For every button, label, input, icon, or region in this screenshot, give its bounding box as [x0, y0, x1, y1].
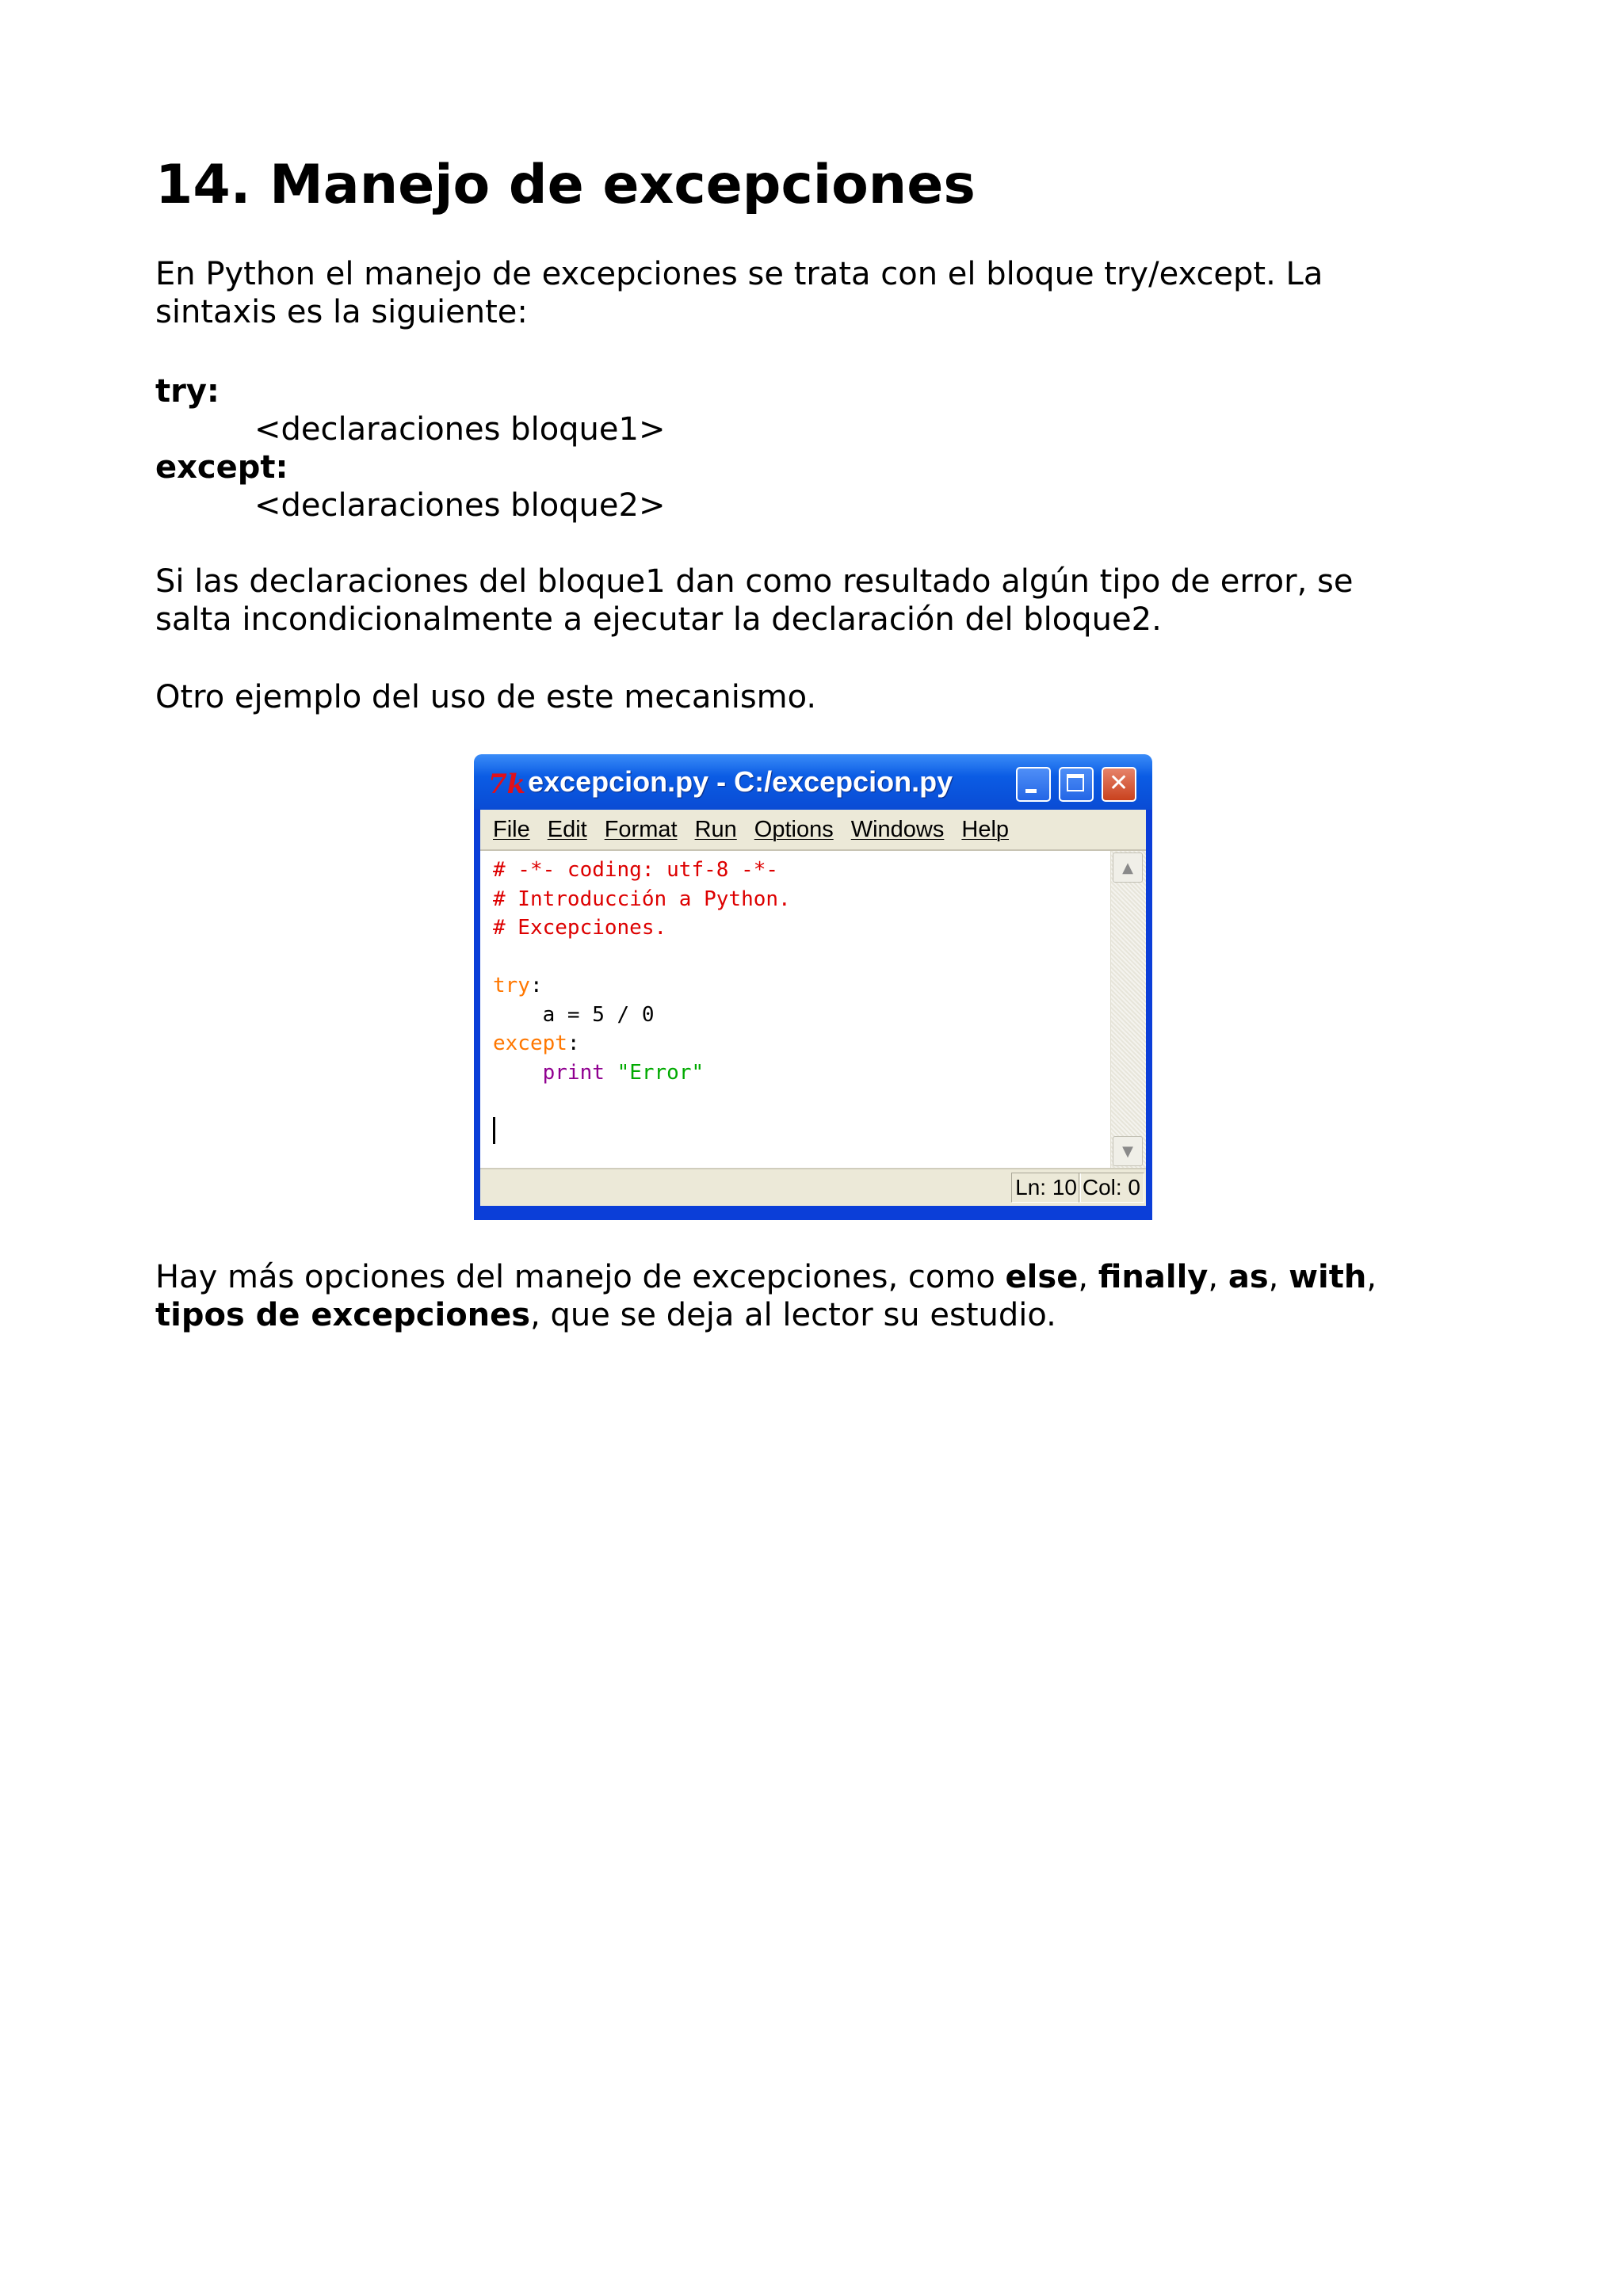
explanation-paragraph: [155, 563, 1353, 639]
menu-windows[interactable]: Windows: [850, 816, 945, 842]
closing-sep-2: ,: [1208, 1259, 1228, 1295]
code-except-colon: :: [567, 1032, 580, 1055]
closing-line-1: [155, 1258, 1377, 1296]
kw-finally: finally: [1098, 1259, 1209, 1295]
menu-edit[interactable]: Edit: [547, 816, 587, 842]
menu-format[interactable]: Format: [604, 816, 678, 842]
code-try-line: [493, 971, 1110, 1001]
syntax-try: try:: [155, 373, 220, 410]
scroll-down-arrow-icon[interactable]: ▼: [1113, 1136, 1143, 1166]
scroll-up-arrow-icon[interactable]: ▲: [1113, 852, 1143, 883]
syntax-block1: <declaraciones bloque1>: [254, 411, 666, 448]
code-except-kw: except: [493, 1032, 567, 1055]
maximize-button[interactable]: [1059, 767, 1094, 802]
text-cursor: [493, 1117, 495, 1144]
closing-line-2: [155, 1296, 1377, 1334]
syntax-block: [155, 372, 665, 524]
kw-tipos: tipos de excepciones: [155, 1297, 531, 1333]
menu-run[interactable]: Run: [694, 816, 737, 842]
syntax-except: except:: [155, 449, 288, 486]
code-print-kw: print: [542, 1060, 605, 1085]
code-comment-2: # Introducción a Python.: [493, 887, 791, 911]
code-blank-line-2: [493, 1087, 1110, 1116]
code-except-line: [493, 1029, 1110, 1058]
code-space: [605, 1061, 617, 1085]
kw-with: with: [1289, 1259, 1367, 1295]
window-title: excepcion.py - C:/excepcion.py: [528, 765, 953, 798]
idle-window-screenshot: [474, 754, 1152, 1220]
code-text[interactable]: [480, 851, 1110, 1168]
code-try-colon: :: [529, 974, 543, 997]
menu-bar: [480, 810, 1146, 851]
code-print-line: [493, 1058, 1110, 1088]
menu-help[interactable]: Help: [961, 816, 1010, 842]
status-column: Col: 0: [1079, 1173, 1144, 1203]
code-comment-1: # -*- coding: utf-8 -*-: [493, 858, 779, 882]
window-titlebar[interactable]: [474, 754, 1152, 810]
editor-area[interactable]: [480, 851, 1146, 1169]
intro-line-2: sintaxis es la siguiente:: [155, 294, 528, 330]
code-comment-3: # Excepciones.: [493, 916, 667, 940]
kw-as: as: [1228, 1259, 1269, 1295]
code-try-kw: try: [493, 974, 530, 997]
example-intro-paragraph: [155, 678, 816, 716]
status-line: Ln: 10: [1011, 1173, 1081, 1203]
code-indent: [493, 1061, 543, 1085]
menu-options[interactable]: Options: [754, 816, 834, 842]
close-button[interactable]: [1102, 767, 1136, 802]
code-blank-line: [493, 943, 1110, 972]
closing-sep-1: ,: [1078, 1259, 1098, 1295]
explanation-line-1: Si las declaraciones del bloque1 dan como resultado algún tipo de error, se: [155, 563, 1354, 600]
page-title: 14. Manejo de excepciones: [155, 154, 976, 216]
closing-text-2: , que se deja al lector su estudio.: [530, 1297, 1056, 1333]
code-cursor-line: [493, 1116, 1110, 1146]
explanation-line-2: salta incondicionalmente a ejecutar la declaración del bloque2.: [155, 601, 1162, 638]
status-bar: [480, 1169, 1146, 1206]
closing-sep-3: ,: [1268, 1259, 1289, 1295]
intro-line-1: En Python el manejo de excepciones se trata con el bloque try/except. La: [155, 256, 1323, 292]
closing-sep-4: ,: [1366, 1259, 1377, 1295]
vertical-scrollbar[interactable]: [1110, 851, 1146, 1168]
code-assign-line: a = 5 / 0: [493, 1002, 655, 1027]
syntax-block2: <declaraciones bloque2>: [254, 487, 666, 524]
example-intro: Otro ejemplo del uso de este mecanismo.: [155, 679, 817, 715]
intro-paragraph: [155, 255, 1323, 331]
menu-file[interactable]: File: [493, 816, 530, 842]
code-string: "Error": [617, 1060, 705, 1085]
closing-text-1: Hay más opciones del manejo de excepciones, como: [155, 1259, 1006, 1295]
minimize-button[interactable]: [1016, 767, 1051, 802]
kw-else: else: [1005, 1259, 1079, 1295]
tk-feather-icon: 7k: [488, 769, 526, 800]
closing-paragraph: [155, 1258, 1377, 1334]
